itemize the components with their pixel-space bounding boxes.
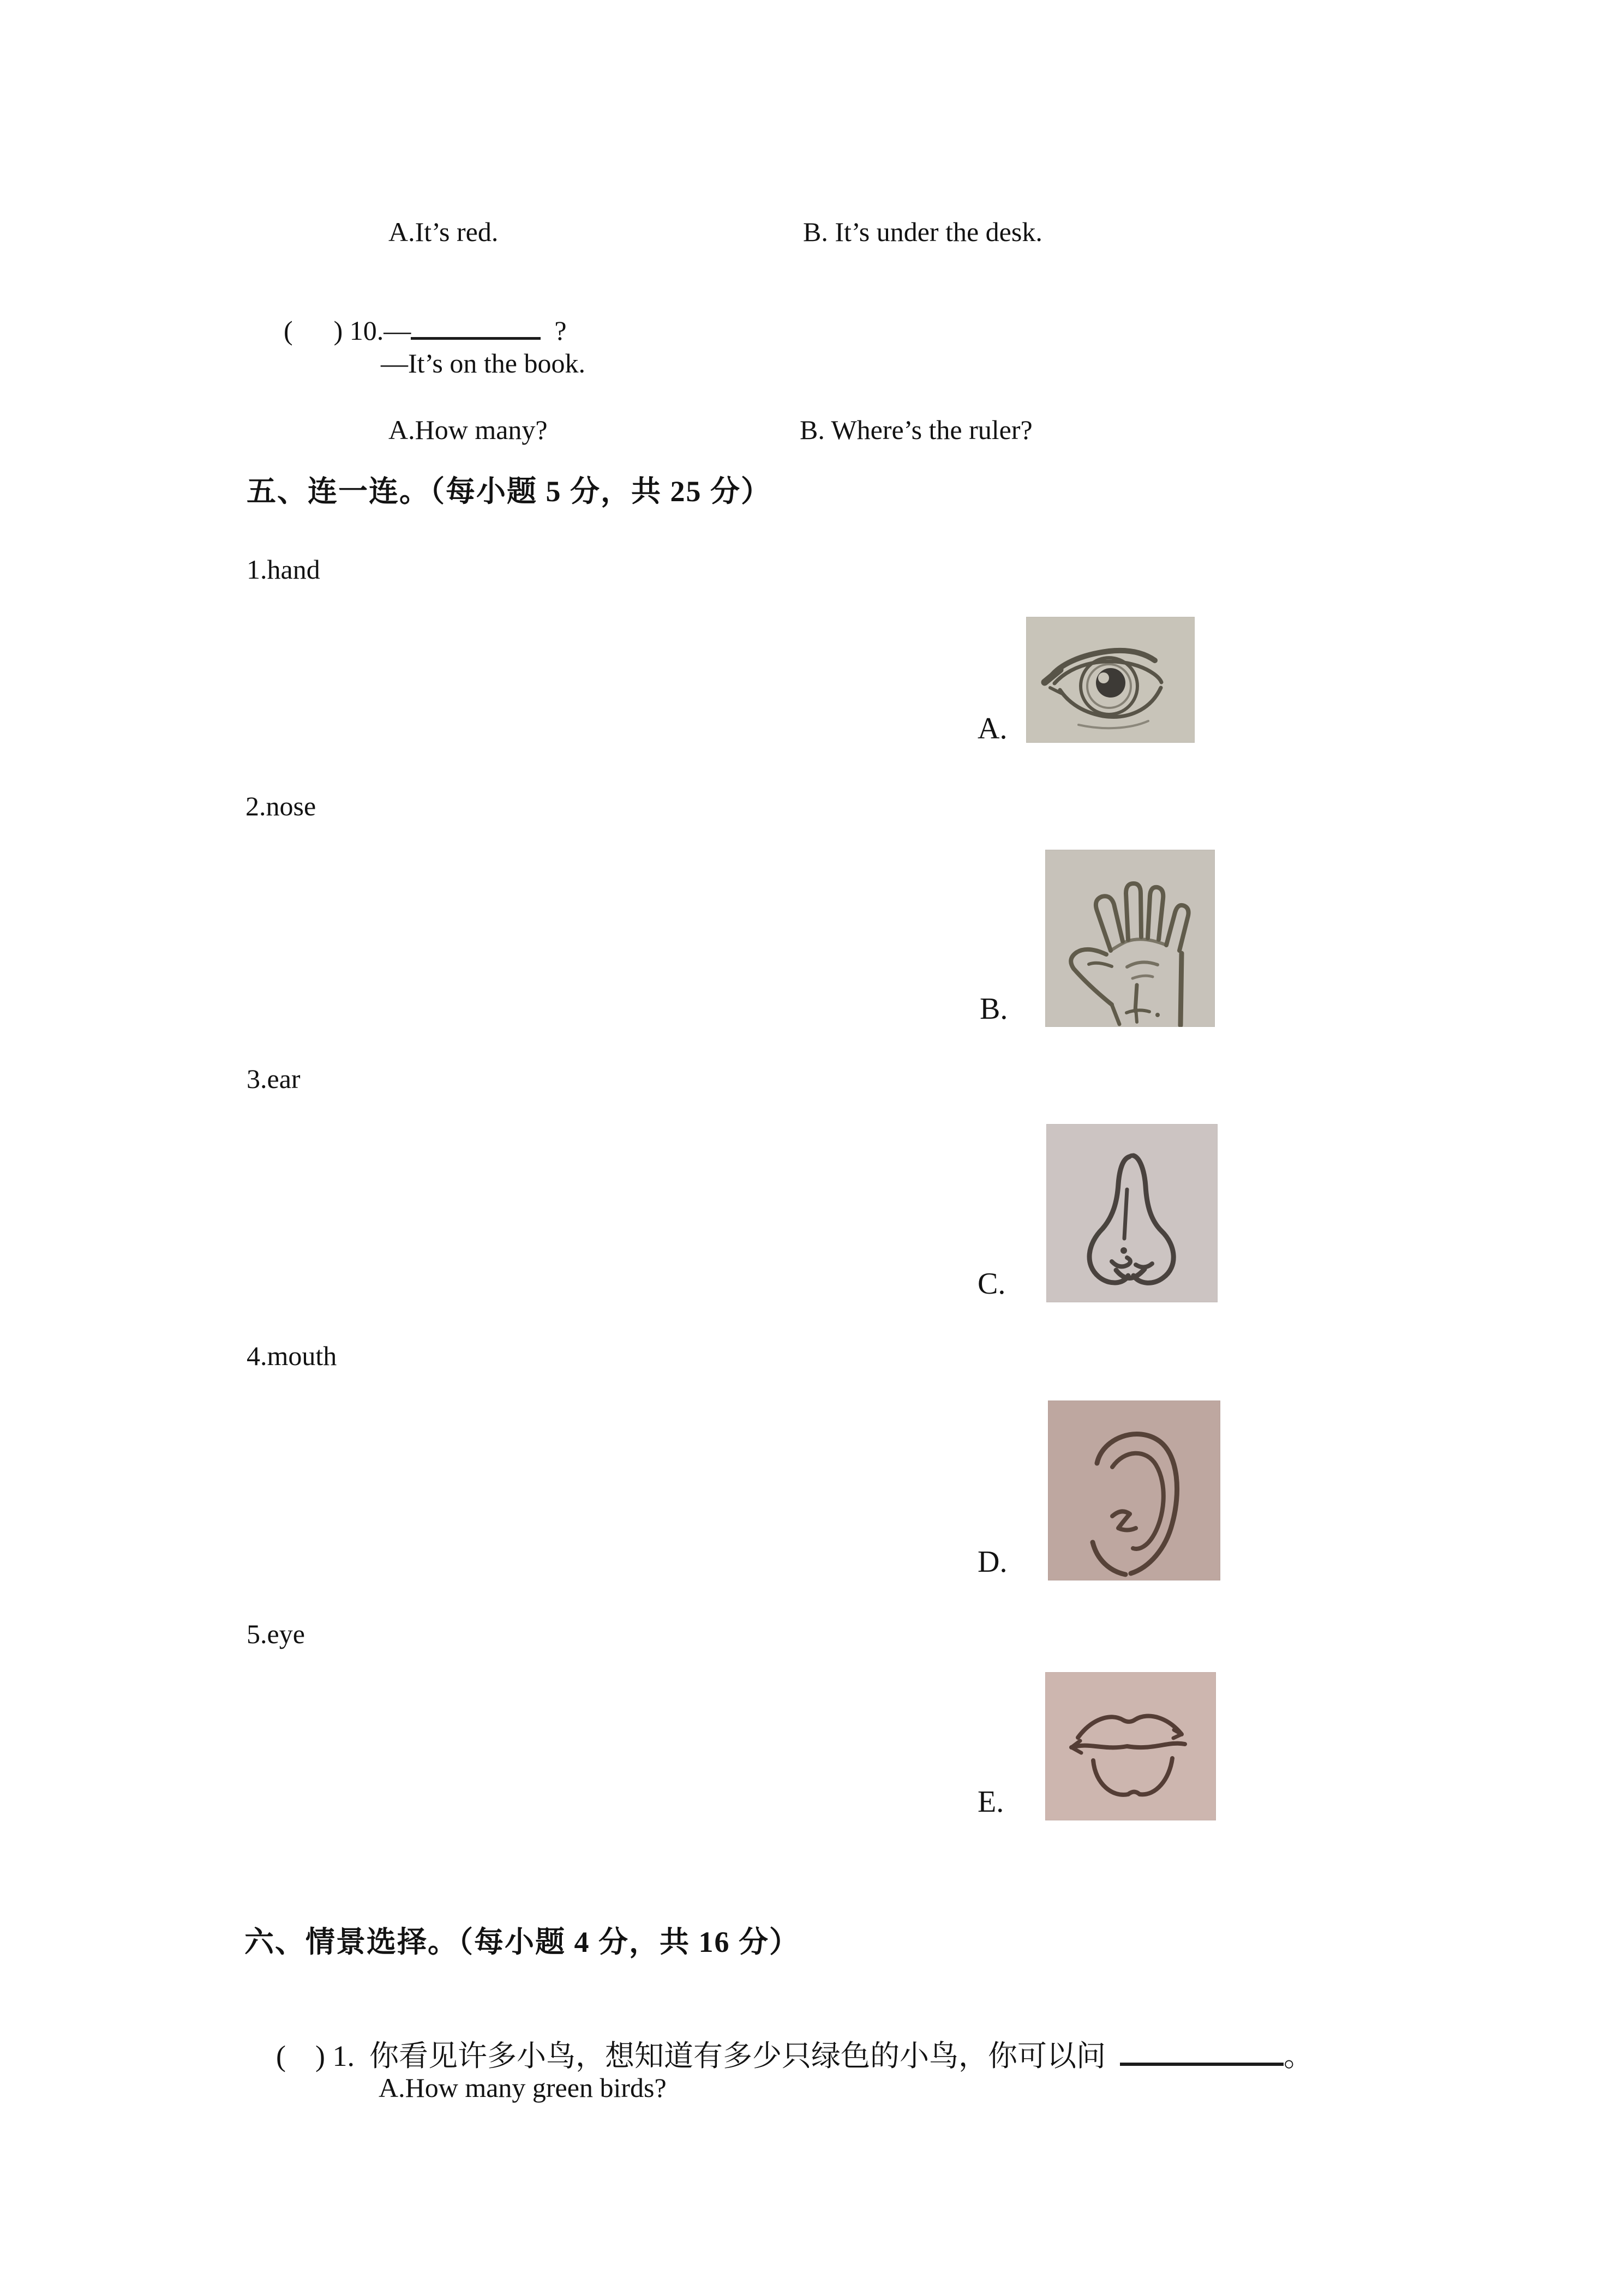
match-word-hand: 1.hand xyxy=(247,554,320,585)
section6-title: 六、情景选择。（每小题 4 分，共 16 分） xyxy=(244,1926,800,1958)
section6-q1-period: 。 xyxy=(1283,2039,1313,2072)
nose-sketch-image xyxy=(1046,1124,1218,1302)
match-letter-e: E. xyxy=(978,1785,1004,1819)
match-letter-a: A. xyxy=(978,712,1008,746)
match-word-mouth: 4.mouth xyxy=(247,1341,337,1371)
hand-sketch xyxy=(1045,850,1215,1027)
eye-sketch-image xyxy=(1026,617,1195,743)
q9-option-a: A.It’s red. xyxy=(388,217,499,247)
ear-sketch-image xyxy=(1048,1401,1220,1580)
q10-blank-line xyxy=(411,310,541,340)
section6-option-a: A.How many green birds? xyxy=(379,2072,667,2103)
q10-reply: —It’s on the book. xyxy=(381,348,585,378)
match-letter-c: C. xyxy=(978,1267,1006,1301)
q10-option-a: A.How many? xyxy=(388,414,548,445)
q9-option-b: B. It’s under the desk. xyxy=(803,217,1042,247)
hand-sketch-image xyxy=(1045,850,1215,1027)
match-word-nose: 2.nose xyxy=(245,791,316,821)
q10-question-mark: ? xyxy=(541,315,567,346)
section6-q1-blank-line xyxy=(1120,2033,1284,2066)
match-word-eye: 5.eye xyxy=(247,1619,305,1649)
match-letter-b: B. xyxy=(980,992,1008,1026)
eye-sketch xyxy=(1026,617,1195,743)
section5-title: 五、连一连。（每小题 5 分，共 25 分） xyxy=(247,475,771,508)
q10-stem-prefix: ( ) 10.— xyxy=(284,315,411,346)
match-word-ear: 3.ear xyxy=(247,1063,301,1094)
mouth-sketch xyxy=(1045,1672,1216,1820)
section6-q1-text: ( ) 1. 你看见许多小鸟，想知道有多少只绿色的小鸟，你可以问 xyxy=(276,2039,1106,2072)
mouth-sketch-image xyxy=(1045,1672,1216,1820)
nose-sketch xyxy=(1046,1124,1218,1302)
match-letter-d: D. xyxy=(978,1545,1008,1579)
ear-sketch xyxy=(1048,1401,1220,1580)
q10-option-b: B. Where’s the ruler? xyxy=(800,414,1033,445)
